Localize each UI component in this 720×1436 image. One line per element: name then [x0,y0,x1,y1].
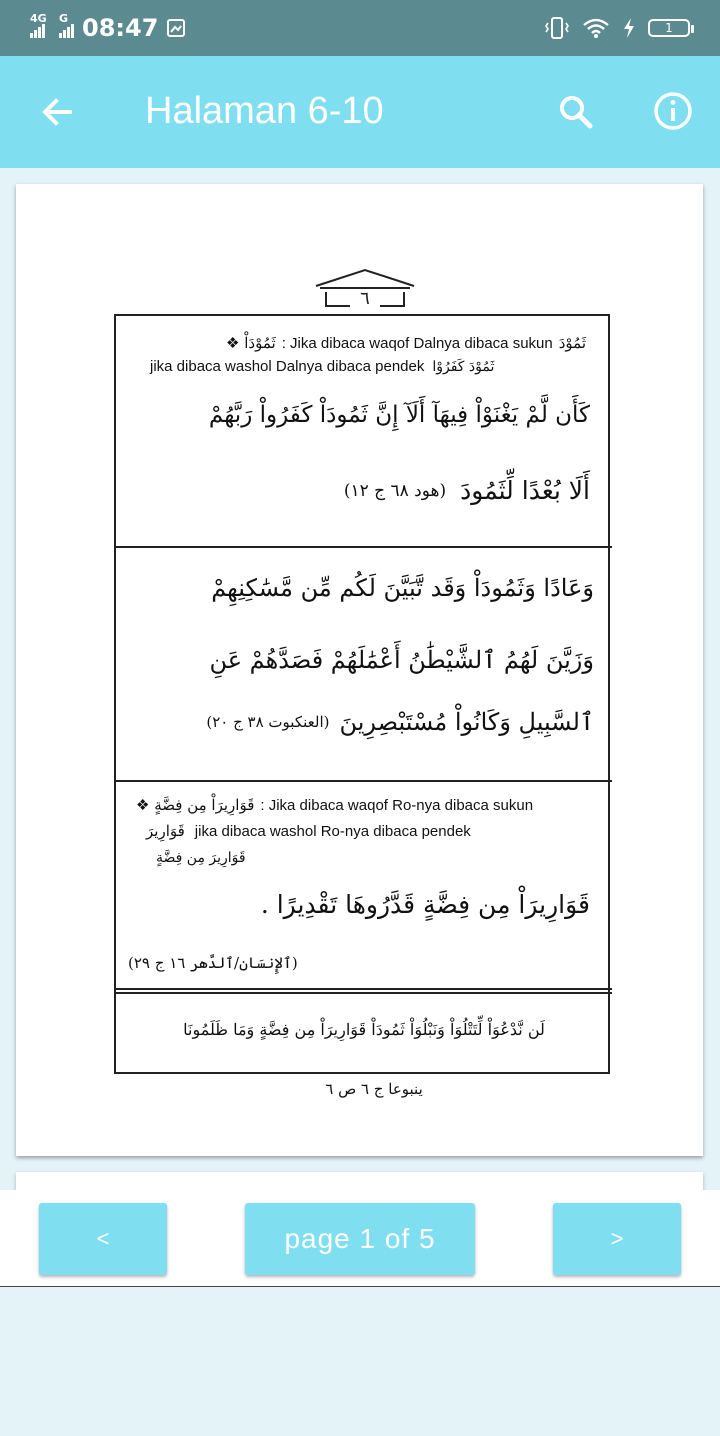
battery-icon [648,19,690,37]
vibrate-icon [544,16,570,40]
verse-1-line-1: كَأَن لَّمْ يَغْنَوْاْ فِيهَآ أَلَآ إِنَّ ثَمُودَاْ كَفَرُواْ رَبَّهُمْ [208,402,590,428]
note2-word: ثَمُوْدَ كَفَرُوْا [432,358,495,375]
page-footer: ينبوعا ج ٦ ص ٦ [325,1080,423,1098]
verse-box [114,314,610,1074]
page-number-frame [310,266,420,314]
next-page-button[interactable]: > [553,1203,681,1275]
note1-mark: ثَمُوْدَاْ ❖ [226,334,276,352]
verse-1-line-2: أَلَا بُعْدًا لِّثَمُودَ [460,476,590,505]
section-3 [116,780,612,990]
search-icon[interactable] [556,92,596,132]
screenshot-icon [166,18,186,38]
note5-word: قَوَارِيرَ مِن فِضَّةٍ [156,850,246,866]
note3-text: : Jika dibaca waqof Ro-nya dibaca sukun [260,796,534,814]
verse-2-line-1: وَعَادًا وَثَمُودَاْ وَقَد تَّبَيَّنَ لَكُم مِّن مَّسَٰكِنِهِمْ [211,574,594,602]
status-time: 08:47 [82,14,159,42]
wifi-icon [582,17,610,39]
app-bar [0,56,720,168]
verse-3: قَوَارِيرَاْ مِن فِضَّةٍ قَدَّرُوهَا تَقْدِيرًا . [260,890,590,919]
status-right [544,16,690,40]
back-arrow-icon[interactable] [38,92,78,132]
page-indicator-button[interactable]: page 1 of 5 [245,1203,475,1275]
status-left [30,14,186,42]
page-image-card[interactable] [16,184,703,1156]
note1-text: : Jika dibaca waqof Dalnya dibaca sukun [281,334,553,352]
section-4 [116,988,612,1072]
summary-line: لَن نَّدْعُوَاْ لِّتَتْلُوَاْ وَنَبْلُوَاْ ثَمُودَاْ قَوَارِيرَاْ مِن فِضَّةٍ وَمَا ظَلَمُونَا [183,1020,545,1039]
note3-mark: قَوَارِيرَاْ مِن فِضَّةٍ ❖ [136,796,255,814]
verse-3-ref: (ٱلإِنسَان/ٱلدَّهر ١٦ ج ٢٩) [128,954,298,972]
charging-icon [622,17,636,39]
status-bar [0,0,720,56]
page-number: ٦ [360,288,370,309]
battery-level: 1 [665,21,673,35]
page-title: Halaman 6-10 [145,90,384,132]
verse-2-line-3: ٱلسَّبِيلِ وَكَانُواْ مُسْتَبْصِرِينَ [339,708,594,736]
note1-word: ثَمُوْدَ [558,334,586,352]
network-type-label: 4G [30,12,47,25]
network-type-label-2: G [59,12,69,25]
section-2 [116,546,612,780]
note4-word: قَوَارِيرَ [146,822,185,840]
pagination-bar [0,1190,720,1287]
verse-1-ref: (هود ٦٨ ج ١٢) [343,480,447,501]
verse-2-ref: (العنكبوت ٣٨ ج ٢٠) [206,713,330,731]
signal-4g-icon [30,12,47,38]
info-icon[interactable] [652,90,694,132]
next-page-card-peek[interactable] [16,1172,703,1190]
note4-text: jika dibaca washol Ro-nya dibaca pendek [194,822,471,840]
note2-text: jika dibaca washol Dalnya dibaca pendek [150,358,425,375]
prev-page-button[interactable]: < [39,1203,167,1275]
content-area[interactable] [0,168,720,1190]
section-1 [116,316,608,546]
verse-2-line-2: وَزَيَّنَ لَهُمُ ٱلشَّيْطَٰنُ أَعْمَٰلَهُمْ فَصَدَّهُمْ عَنِ [209,646,594,674]
signal-g-icon [59,12,74,38]
